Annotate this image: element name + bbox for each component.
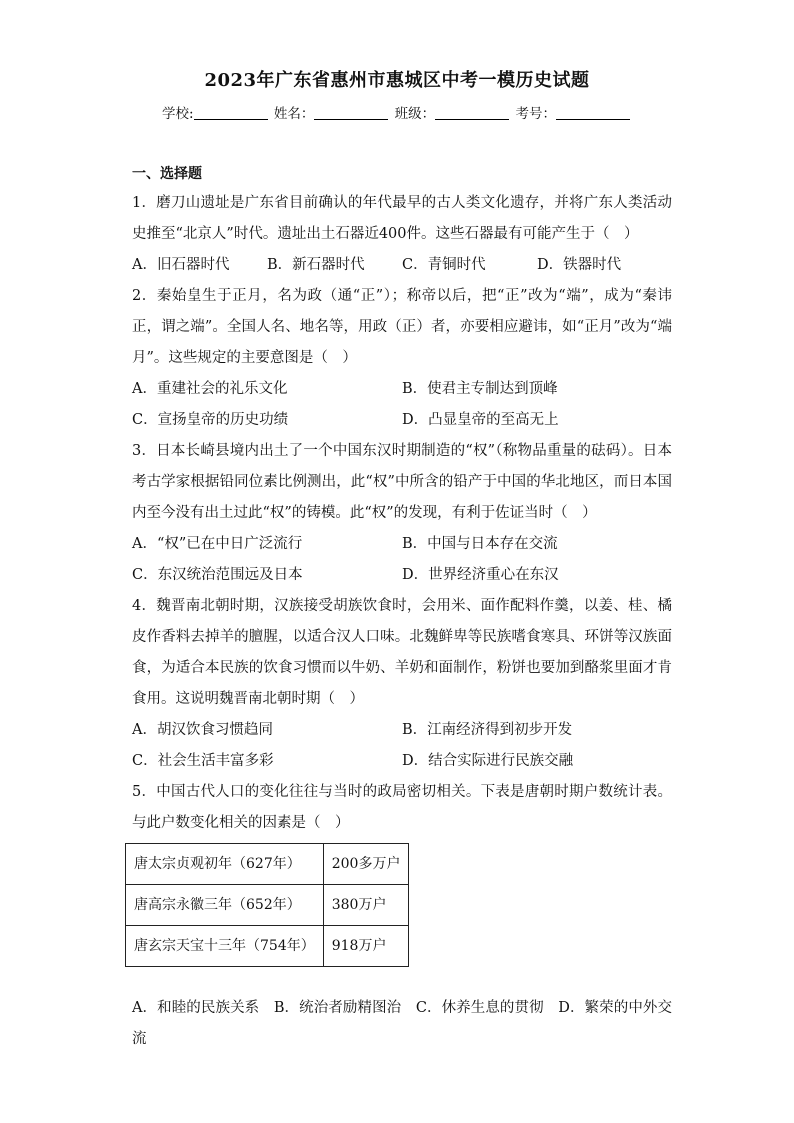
exam-no-blank[interactable]	[556, 105, 630, 120]
option-a[interactable]: A．“权”已在中日广泛流行	[132, 536, 303, 552]
option-a[interactable]: A．旧石器时代	[132, 257, 230, 273]
exam-no-label: 考号：	[515, 106, 556, 122]
question-3-stem: 3．日本长崎县境内出土了一个中国东汉时期制造的“权”（称物品重量的砝码）。日本考古学家根据铅同位素比例测出，此“权”中所含的铅产于中国的华北地区，而日本国内至今没有出土过此“权”的铸模。此“权”的发现，有利于佐证当时（ ）	[132, 443, 672, 521]
table-cell-period: 唐玄宗天宝十三年（754年）	[126, 926, 324, 967]
option-d[interactable]: D．世界经济重心在东汉	[402, 567, 559, 583]
table-cell-households: 200多万户	[323, 844, 409, 885]
class-label: 班级：	[394, 106, 436, 122]
question-3-options-row-1	[132, 529, 672, 560]
question-1-options	[132, 250, 672, 281]
table-cell-period: 唐太宗贞观初年（627年）	[126, 844, 324, 885]
question-4-options-row-1	[132, 715, 672, 746]
option-c[interactable]: C．宣扬皇帝的历史功绩	[132, 412, 289, 428]
name-label: 姓名：	[273, 106, 315, 122]
option-d[interactable]: D．凸显皇帝的至高无上	[402, 412, 559, 428]
table-row	[126, 844, 409, 885]
question-5-stem: 5．中国古代人口的变化往往与当时的政局密切相关。下表是唐朝时期户数统计表。与此户数变化相关的因素是（ ）	[132, 784, 672, 831]
class-blank[interactable]	[435, 105, 509, 120]
question-4-stem: 4．魏晋南北朝时期，汉族接受胡族饮食时，会用米、面作配料作羹，以姜、桂、橘皮作香料去掉羊的膻腥，以适合汉人口味。北魏鲜卑等民族嗜食寒具、环饼等汉族面食，为适合本民族的饮食习惯而以牛奶、羊奶和面制作，粉饼也要加到酪浆里面才肯食用。这说明魏晋南北朝时期（ ）	[132, 598, 672, 707]
spacer	[132, 967, 672, 993]
question-1-stem: 1．磨刀山遗址是广东省目前确认的年代最早的古人类文化遗存，并将广东人类活动史推至“北京人”时代。遗址出土石器近400件。这些石器最有可能产生于（ ）	[132, 195, 672, 242]
school-blank[interactable]	[194, 105, 268, 120]
question-4-options-row-2	[132, 746, 672, 777]
option-c[interactable]: C．东汉统治范围远及日本	[132, 567, 303, 583]
question-list	[132, 162, 672, 1055]
question-2-options-row-2	[132, 405, 672, 436]
option-d[interactable]: D．结合实际进行民族交融	[402, 753, 574, 769]
option-a[interactable]: A．重建社会的礼乐文化	[132, 381, 288, 397]
option-b[interactable]: B．使君主专制达到顶峰	[402, 381, 558, 397]
question-2-stem: 2．秦始皇生于正月，名为政（通“正”）；称帝以后，把“正”改为“端”，成为“秦讳正，谓之端”。全国人名、地名等，用政（正）者，亦要相应避讳，如“正月”改为“端月”。这些规定的主要意图是（ ）	[132, 288, 672, 366]
question-5-options[interactable]: A．和睦的民族关系 B．统治者励精图治 C．休养生息的贯彻 D．繁荣的中外交流	[132, 1000, 672, 1047]
table-row	[126, 926, 409, 967]
name-blank[interactable]	[314, 105, 388, 120]
option-b[interactable]: B．江南经济得到初步开发	[402, 722, 573, 738]
question-3-options-row-2	[132, 560, 672, 591]
table-row	[126, 885, 409, 926]
school-label: 学校:	[162, 106, 194, 122]
option-b[interactable]: B．新石器时代	[267, 257, 365, 273]
option-b[interactable]: B．中国与日本存在交流	[402, 536, 558, 552]
option-c[interactable]: C．青铜时代	[402, 257, 486, 273]
student-info-line	[0, 102, 794, 122]
table-cell-households: 380万户	[323, 885, 409, 926]
exam-title: 2023年广东省惠州市惠城区中考一模历史试题	[204, 70, 590, 91]
option-d[interactable]: D．铁器时代	[537, 257, 622, 273]
question-2-options-row-1	[132, 374, 672, 405]
section-heading: 一、选择题	[132, 166, 202, 182]
table-cell-period: 唐高宗永徽三年（652年）	[126, 885, 324, 926]
option-c[interactable]: C．社会生活丰富多彩	[132, 753, 274, 769]
household-table	[125, 843, 409, 967]
option-a[interactable]: A．胡汉饮食习惯趋同	[132, 722, 273, 738]
table-cell-households: 918万户	[323, 926, 409, 967]
